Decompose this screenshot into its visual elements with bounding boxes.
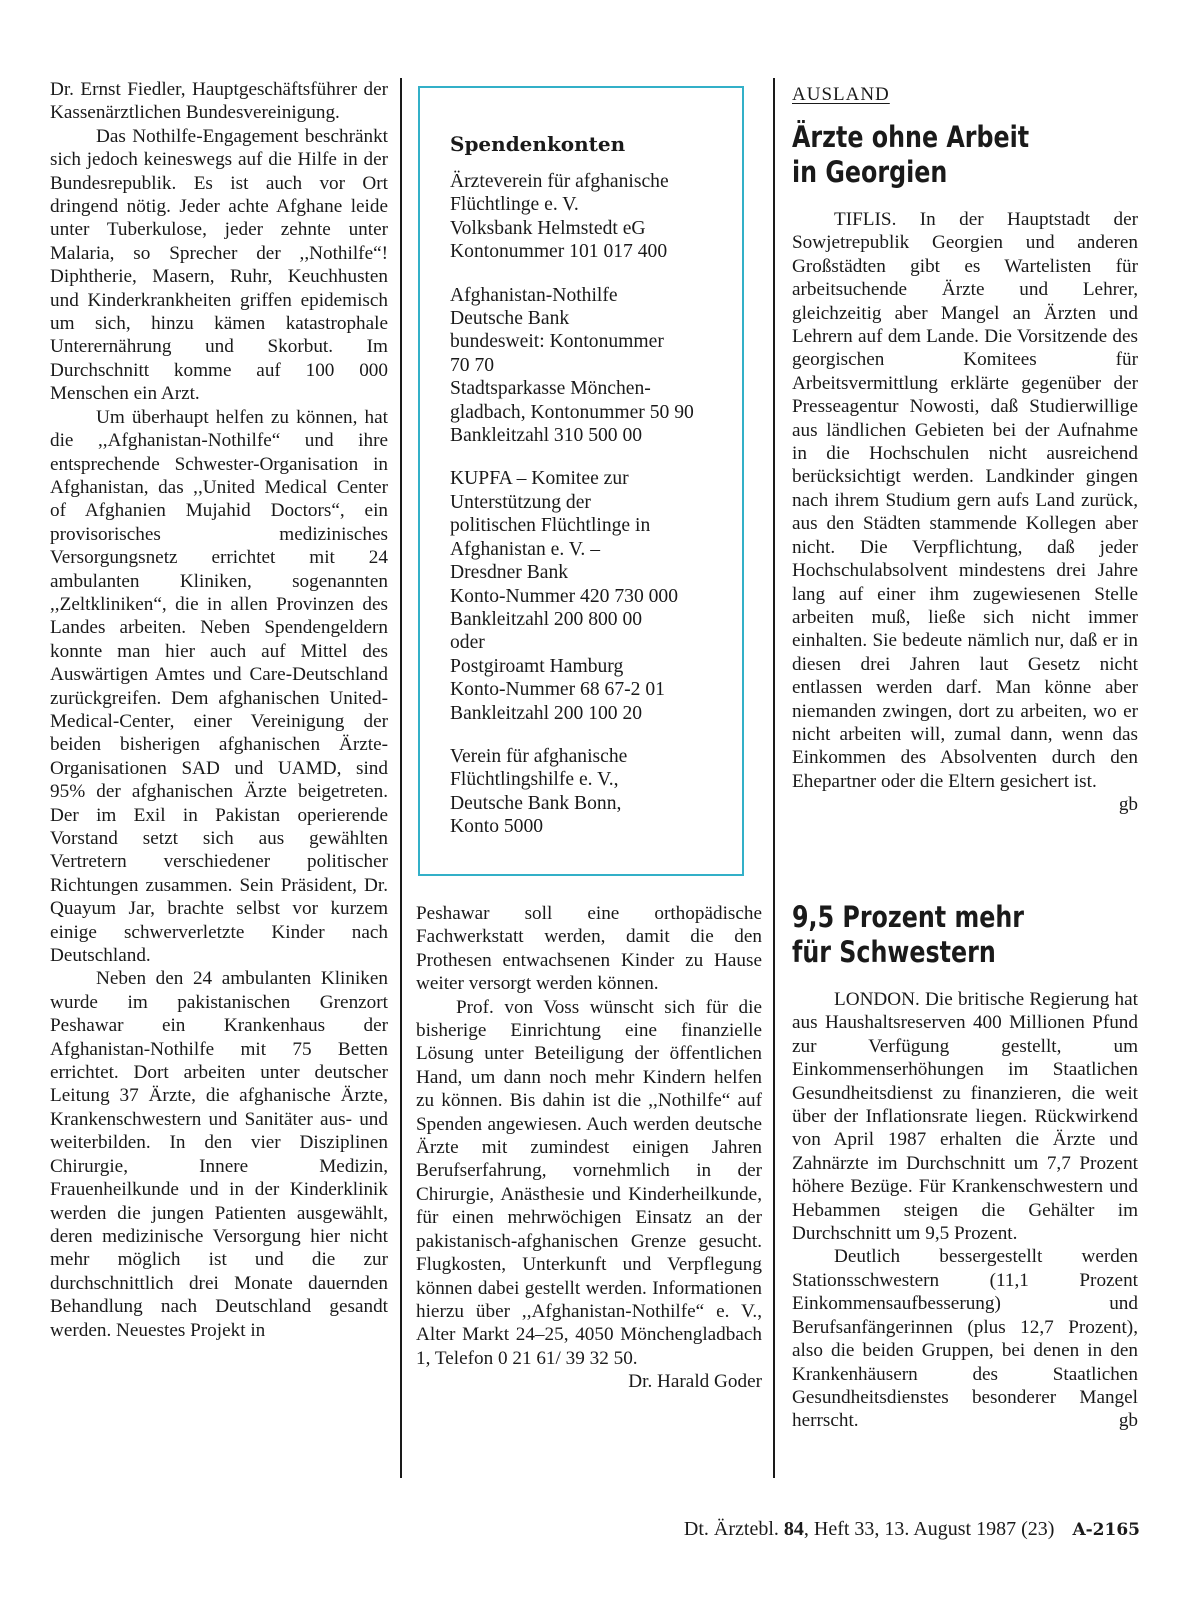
article-nurses-paragraph-2 [792, 1245, 1138, 1432]
col1-paragraph-1: Dr. Ernst Fiedler, Hauptgeschäftsführer der Kassenärztlichen Bundesvereinigung. [50, 79, 388, 124]
account-block-1 [450, 170, 724, 264]
account-line: bundesweit: Kontonummer [450, 331, 664, 353]
section-label: AUSLAND [792, 84, 890, 105]
account-line: Unterstützung der [450, 491, 591, 513]
account-block-2 [450, 284, 724, 448]
account-line: oder [450, 632, 485, 654]
page-number: A-2165 [1072, 1520, 1140, 1540]
col2-paragraph-2 [416, 996, 762, 1393]
column-divider-1 [400, 78, 402, 1478]
account-line: Flüchtlingshilfe e. V., [450, 769, 619, 791]
headline-line: 9,5 Prozent mehr [792, 900, 1025, 934]
column-2-text [416, 902, 762, 1394]
account-line: 70 70 [450, 354, 495, 376]
issue-date: , Heft 33, 13. August 1987 (23) [803, 1518, 1055, 1540]
account-line: Konto 5000 [450, 816, 544, 838]
headline-line: in Georgien [792, 155, 948, 189]
col1-paragraph-4: Neben den 24 ambulanten Kliniken wurde im pakistanischen Grenzort Peshawar ein Krankenhaus der Afghanistan-Nothilfe mit 75 Betten errichtet. Dort arbeiten unter deutscher Leitung 37 Ärzte, die afghanische Ärzte, Krankenschwestern und Sanitäter aus- und weiterbilden. In den vier Disziplinen Chirurgie, Innere Medizin, Frauenheilkunde und in der Kinderklinik werden die jungen Patienten ausgewählt, deren medizinische Versorgung hier nicht mehr möglich ist und die zur durchschnittlich drei Monate dauernden Behandlung nach Deutschland gesandt werden. Neuestes Projekt in [50, 968, 388, 1341]
col1-paragraph-2: Das Nothilfe-Engagement beschränkt sich jedoch keineswegs auf die Hilfe in der Bundesrepublik. Es ist auch vor Ort dringend nötig. Jeder achte Afghane leide unter Tuberkulose, jeder zehnte unter Malaria, so Sprecher der ,,Nothilfe“! Diphtherie, Masern, Ruhr, Keuchhusten und Kinderkrankheiten griffen epidemisch um sich, hinzu kämen katastrophale Unterernährung und Skorbut. Im Durchschnitt komme auf 100 000 Menschen ein Arzt. [50, 125, 388, 405]
page-footer [684, 1518, 1140, 1541]
account-line: Kontonummer 101 017 400 [450, 241, 668, 263]
box-title: Spendenkonten [450, 132, 626, 156]
article-georgia [792, 208, 1138, 817]
headline-line: Ärzte ohne Arbeit [792, 120, 1030, 154]
account-block-4 [450, 745, 724, 839]
account-line: Ärzteverein für afghanische [450, 171, 669, 192]
article-nurses-paragraph-1: LONDON. Die britische Regierung hat aus Haushaltsreserven 400 Millionen Pfund zur Verfügung gestellt, um Einkommenserhöhungen im Staatlichen Gesundheitsdienst zu finanzieren, die weit über der Inflationsrate liegen. Rückwirkend von April 1987 erhalten die Ärzte und Zahnärzte im Durchschnitt um 7,7 Prozent höhere Bezüge. Für Krankenschwestern und Hebammen steigen die Gehälter im Durchschnitt um 9,5 Prozent. [792, 989, 1138, 1245]
account-line: Flüchtlinge e. V. [450, 194, 579, 216]
col1-paragraph-3: Um überhaupt helfen zu können, hat die ,,Afghanistan-Nothilfe“ und ihre entsprechende Schwester-Organisation in Afghanistan, das ,,United Medical Center of Afghanien Mujahid Doctors“, ein provisorisches medizinisches Versorgungsnetz errichtet mit 24 ambulanten Kliniken, sogenannten ,,Zeltkliniken“, die in allen Provinzen des Landes arbeiten. Neben Spendengeldern konnte man hier auch auf Mittel des Auswärtigen Amtes und Care-Deutschland zurückgreifen. Dem afghanischen United-Medical-Center, einer Vereinigung der beiden bisherigen afghanischen Ärzte-Organisationen SAD und UAMD, sind 95% der afghanischen Ärzte beigetreten. Der im Exil in Pakistan operierende Vorstand setzt sich aus gewählten Vertretern verschiedener politischer Richtungen zusammen. Sein Präsident, Dr. Quayum Jar, brachte selbst vor kurzem einige schwerverletzte Kinder nach Deutschland. [50, 406, 388, 967]
article-signature: gb [1118, 794, 1138, 816]
account-line: Afghanistan e. V. – [450, 538, 601, 560]
headline-line: für Schwestern [792, 935, 996, 969]
account-line: Konto-Nummer 420 730 000 [450, 585, 679, 607]
headline-nurses [792, 900, 1024, 970]
account-line: Deutsche Bank [450, 308, 570, 330]
account-line: Stadtsparkasse Mönchen- [450, 378, 651, 400]
account-line: politischen Flüchtlinge in [450, 515, 651, 537]
article-nurses [792, 988, 1138, 1433]
account-line: Afghanistan-Nothilfe [450, 284, 618, 306]
account-line: Deutsche Bank Bonn, [450, 792, 622, 814]
account-line: Bankleitzahl 200 100 20 [450, 702, 643, 724]
account-line: Verein für afghanische [450, 745, 628, 767]
headline-georgia [792, 120, 1029, 190]
account-line: Bankleitzahl 310 500 00 [450, 425, 643, 447]
account-line: KUPFA – Komitee zur [450, 468, 629, 490]
account-line: Bankleitzahl 200 800 00 [450, 608, 643, 630]
column-1 [50, 78, 388, 1342]
col2-paragraph-2-text: Prof. von Voss wünscht sich für die bisherige Einrichtung eine finanzielle Lösung unter Beteiligung der öffentlichen Hand, um dann noch mehr Kindern helfen zu können. Bis dahin ist die ,,Nothilfe“ auf Spenden angewiesen. Auch werden deutsche Ärzte mit zumindest einigen Jahren Berufserfahrung, vornehmlich in der Chirurgie, Anästhesie und Kinderheilkunde, für einen mehrwöchigen Einsatz an der pakistanisch-afghanischen Grenze gesucht. Flugkosten, Unterkunft und Verpflegung können dabei gestellt werden. Informationen hierzu über ,,Afghanistan-Nothilfe“ e. V., Alter Markt 24–25, 4050 Mönchengladbach 1, Telefon 0 21 61/ 39 32 50. [416, 996, 762, 1369]
account-line: Dresdner Bank [450, 562, 569, 584]
col2-paragraph-1: Peshawar soll eine orthopädische Fachwerkstatt werden, damit die den Prothesen entwachsenen Kinder zu Hause weiter versorgt werden können. [416, 903, 762, 995]
volume-number: 84 [783, 1518, 804, 1540]
column-divider-2 [773, 78, 775, 1478]
account-line: gladbach, Kontonummer 50 90 [450, 401, 694, 423]
article-georgia-body [792, 208, 1138, 816]
article-signature: gb [1118, 1410, 1138, 1432]
journal-name: Dt. Ärztebl. [683, 1518, 779, 1540]
account-line: Konto-Nummer 68 67-2 01 [450, 679, 665, 701]
account-line: Postgiroamt Hamburg [450, 655, 624, 677]
account-line: Volksbank Helmstedt eG [450, 217, 646, 239]
author-signature: Dr. Harald Goder [628, 1371, 762, 1393]
account-block-3 [450, 467, 724, 724]
donation-accounts-box [418, 86, 744, 876]
article-georgia-text: TIFLIS. In der Hauptstadt der Sowjetrepublik Georgien und anderen Großstädten gibt es Wartelisten für arbeitsuchende Ärzte und Lehrer, gleichzeitig aber Mangel an Ärzten und Lehrern auf dem Lande. Die Vorsitzende des georgischen Komitees für Arbeitsvermittlung erklärte gegenüber der Presseagentur Nowosti, daß Studierwillige aus ländlichen Gebieten bei der Aufnahme in die Hochschulen nicht ausreichend berücksichtigt werden. Landkinder gingen nach ihrem Studium gern aufs Land zurück, aus den Städten stammende Kollegen aber nicht. Die Verpflichtung, daß jeder Hochschulabsolvent mindestens drei Jahre lang auf einer ihm zugewiesenen Stelle arbeiten muß, ließe sich nicht immer einhalten. Sie bedeute nämlich nur, daß er in diesen drei Jahren laut Gesetz nicht entlassen werden darf. Man könne aber niemanden zwingen, dort zu arbeiten, wo er nicht arbeiten will, zumal dann, wenn das Einkommen des Absolventen durch den Ehepartner oder die Eltern gesichert ist. [792, 209, 1138, 792]
article-nurses-text: Deutlich bessergestellt werden Stationsschwestern (11,1 Prozent Einkommensaufbesserung) und Berufsanfängerinnen (plus 12,7 Prozent), also die beiden Gruppen, bei denen in den Krankenhäusern des Staatlichen Gesundheitsdienstes besonderer Mangel herrscht. [792, 1246, 1138, 1432]
